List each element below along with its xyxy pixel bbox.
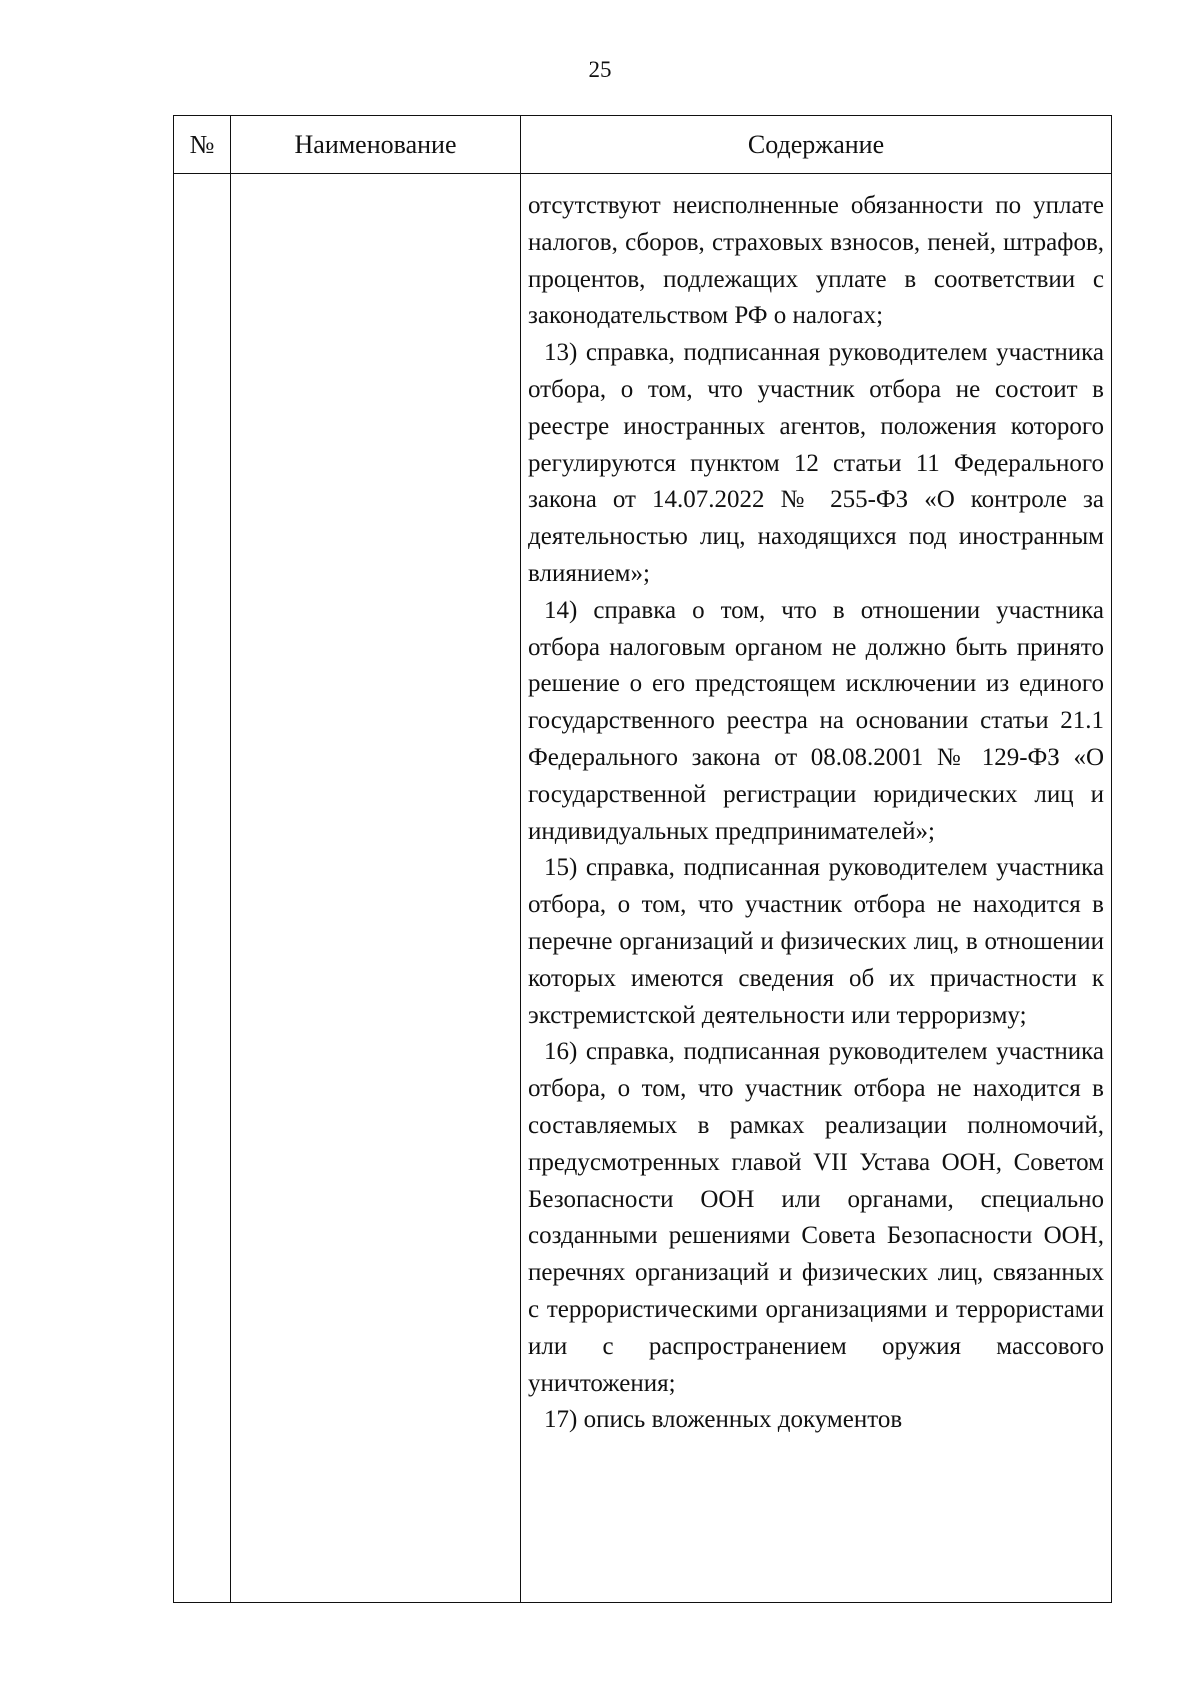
- cell-name: [231, 174, 521, 1603]
- content-paragraph-item-16: 16) справка, подписанная руководителем участника отбора, о том, что участник отбора не находится в составляемых в рамках реализации полномочий, предусмотренных главой VII Устава ООН, Советом Безопасности ООН или органами, специально созданными решениями Совета Безопасности ООН, перечнях организаций и физических лиц, связанных с террористическими организациями и террористами или с распространением оружия массового уничтожения;: [528, 1038, 1104, 1397]
- header-number: №: [174, 116, 231, 174]
- header-name: Наименование: [231, 116, 521, 174]
- cell-number: [174, 174, 231, 1603]
- content-paragraph-item-13: 13) справка, подписанная руководителем участника отбора, о том, что участник отбора не состоит в реестре иностранных агентов, положения которого регулируются пунктом 12 статьи 11 Федерального закона от 14.07.2022 № 255-ФЗ «О контроле за деятельностью лиц, находящихся под иностранным влиянием»;: [528, 339, 1104, 587]
- table-header-row: [174, 116, 1112, 174]
- content-paragraph-item-15: 15) справка, подписанная руководителем участника отбора, о том, что участник отбора не находится в перечне организаций и физических лиц, в отношении которых имеются сведения об их причастности к экстремистской деятельности или терроризму;: [528, 854, 1104, 1029]
- document-table: [173, 115, 1112, 1603]
- table-row: [174, 174, 1112, 1603]
- content-paragraph-item-17: 17) опись вложенных документов: [544, 1406, 903, 1434]
- header-content: Содержание: [521, 116, 1112, 174]
- page-number: 25: [588, 57, 612, 82]
- content-paragraph-item-14: 14) справка о том, что в отношении участника отбора налоговым органом не должно быть принято решение о его предстоящем исключении из единого государственного реестра на основании статьи 21.1 Федерального закона от 08.08.2001 № 129-ФЗ «О государственной регистрации юридических лиц и индивидуальных предпринимателей»;: [528, 596, 1104, 845]
- content-paragraph: отсутствуют неисполненные обязанности по уплате налогов, сборов, страховых взносов, пеней, штрафов, процентов, подлежащих уплате в соответствии с законодательством РФ о налогах;: [528, 192, 1104, 330]
- cell-content: [521, 174, 1112, 1603]
